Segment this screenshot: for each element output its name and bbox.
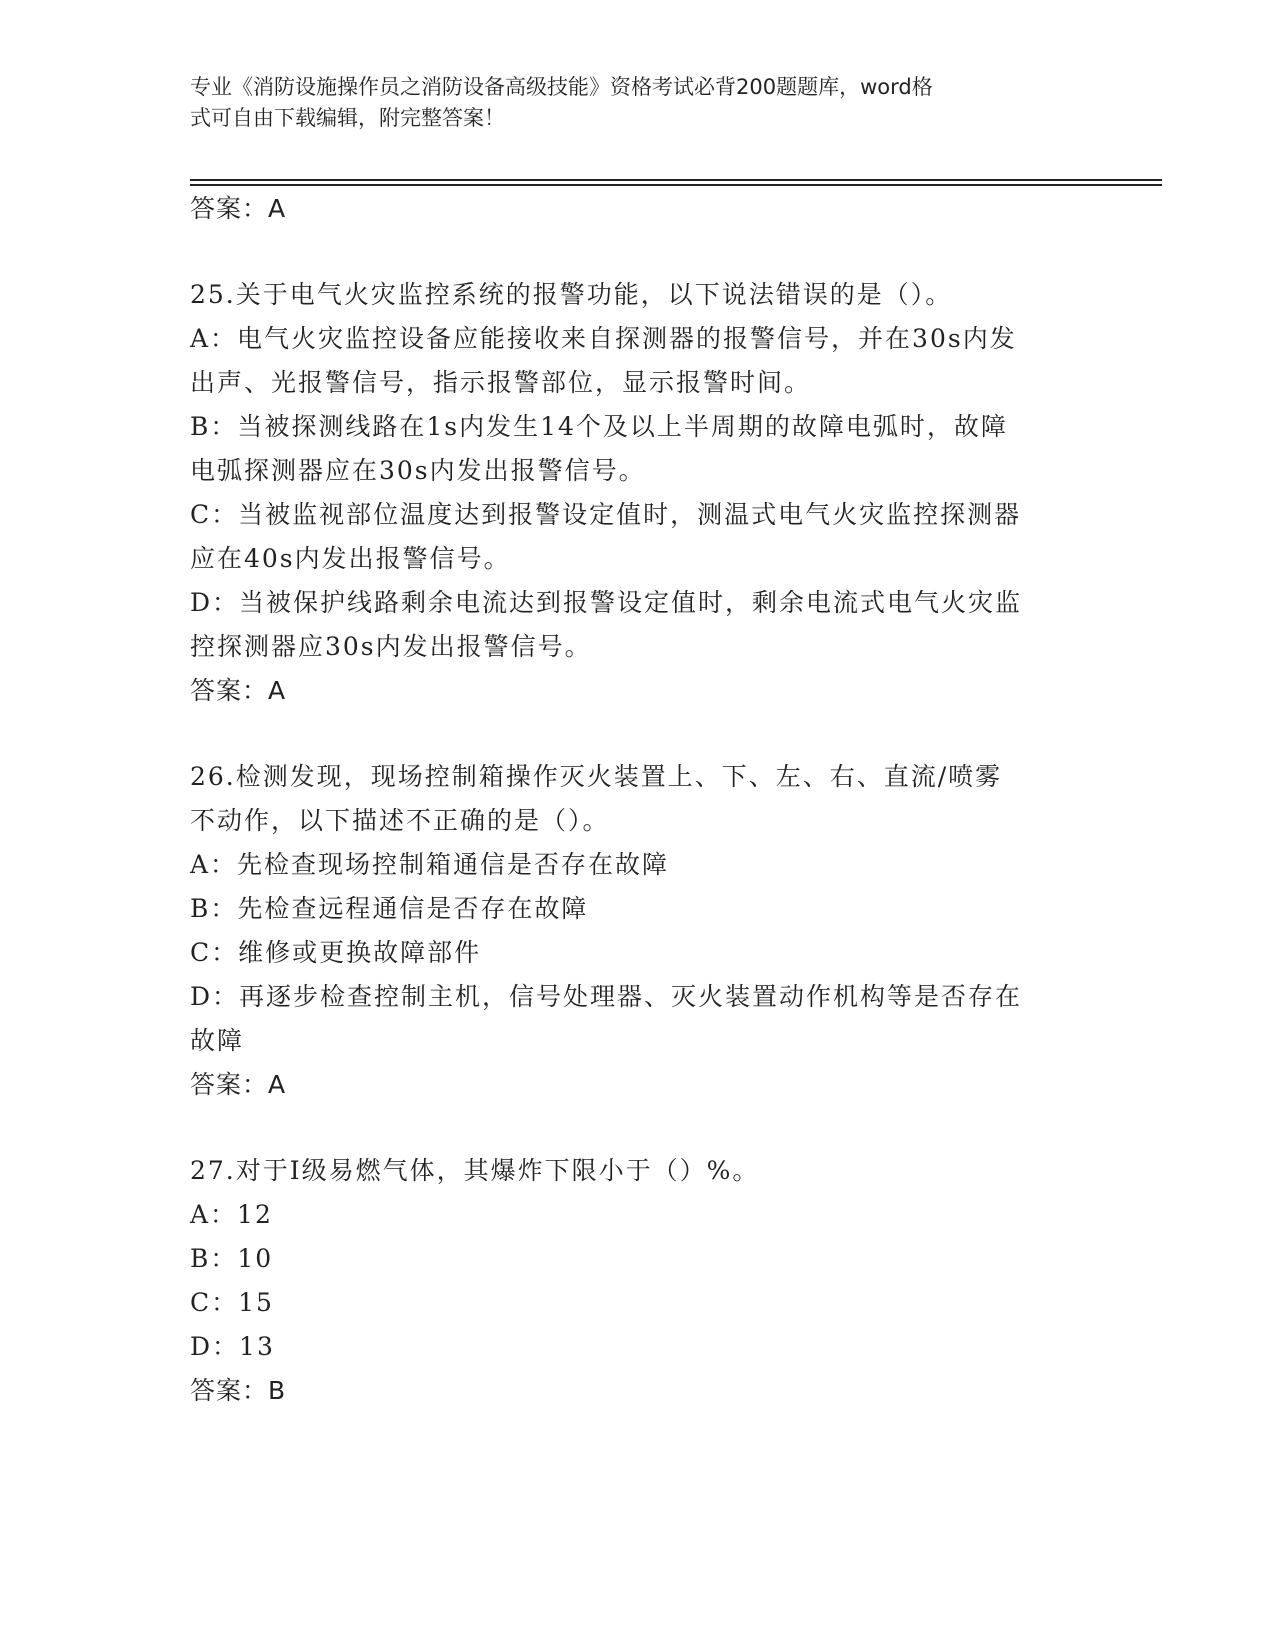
question-25-option-b-line-2: 电弧探测器应在30s内发出报警信号。 — [190, 456, 646, 485]
question-26-option-a: A：先检查现场控制箱通信是否存在故障 — [190, 850, 670, 879]
question-25-option-c-line-1: C：当被监视部位温度达到报警设定值时，测温式电气火灾监控探测器 — [190, 500, 1022, 529]
header-divider-bottom — [190, 184, 1162, 186]
question-26-stem-line-1: 26.检测发现，现场控制箱操作灭火装置上、下、左、右、直流/喷雾 — [190, 762, 1003, 791]
question-26-option-b: B：先检查远程通信是否存在故障 — [190, 894, 589, 923]
question-27-stem: 27.对于Ⅰ级易燃气体，其爆炸下限小于（）%。 — [190, 1156, 760, 1185]
question-26-option-c: C：维修或更换故障部件 — [190, 938, 482, 967]
question-25-stem: 25.关于电气火灾监控系统的报警功能，以下说法错误的是（）。 — [190, 280, 953, 309]
question-25-option-a-line-1: A：电气火灾监控设备应能接收来自探测器的报警信号，并在30s内发 — [190, 324, 1017, 353]
answer-26: 答案：A — [190, 1070, 287, 1099]
question-25-option-a-line-2: 出声、光报警信号，指示报警部位，显示报警时间。 — [190, 368, 812, 397]
question-25-option-b-line-1: B：当被探测线路在1s内发生14个及以上半周期的故障电弧时，故障 — [190, 412, 1008, 441]
header-divider-top — [190, 179, 1162, 181]
answer-24: 答案：A — [190, 194, 287, 223]
header-line-1: 专业《消防设施操作员之消防设备高级技能》资格考试必背200题题库，word格 — [190, 75, 933, 99]
answer-25: 答案：A — [190, 676, 287, 705]
question-27-option-d: D：13 — [190, 1332, 275, 1361]
question-27-option-a: A：12 — [190, 1200, 273, 1229]
question-26-option-d-line-2: 故障 — [190, 1026, 245, 1055]
question-25-option-d-line-1: D：当被保护线路剩余电流达到报警设定值时，剩余电流式电气火灾监 — [190, 588, 1023, 617]
question-27-option-c: C：15 — [190, 1288, 274, 1317]
question-25-option-c-line-2: 应在40s内发出报警信号。 — [190, 544, 511, 573]
answer-27: 答案：B — [190, 1376, 287, 1405]
question-27-option-b: B：10 — [190, 1244, 274, 1273]
question-26-stem-line-2: 不动作，以下描述不正确的是（）。 — [190, 806, 610, 835]
header-line-2: 式可自由下载编辑，附完整答案！ — [190, 106, 505, 130]
document-header — [190, 72, 1070, 134]
question-26-option-d-line-1: D：再逐步检查控制主机，信号处理器、灭火装置动作机构等是否存在 — [190, 982, 1023, 1011]
question-25-option-d-line-2: 控探测器应30s内发出报警信号。 — [190, 632, 592, 661]
